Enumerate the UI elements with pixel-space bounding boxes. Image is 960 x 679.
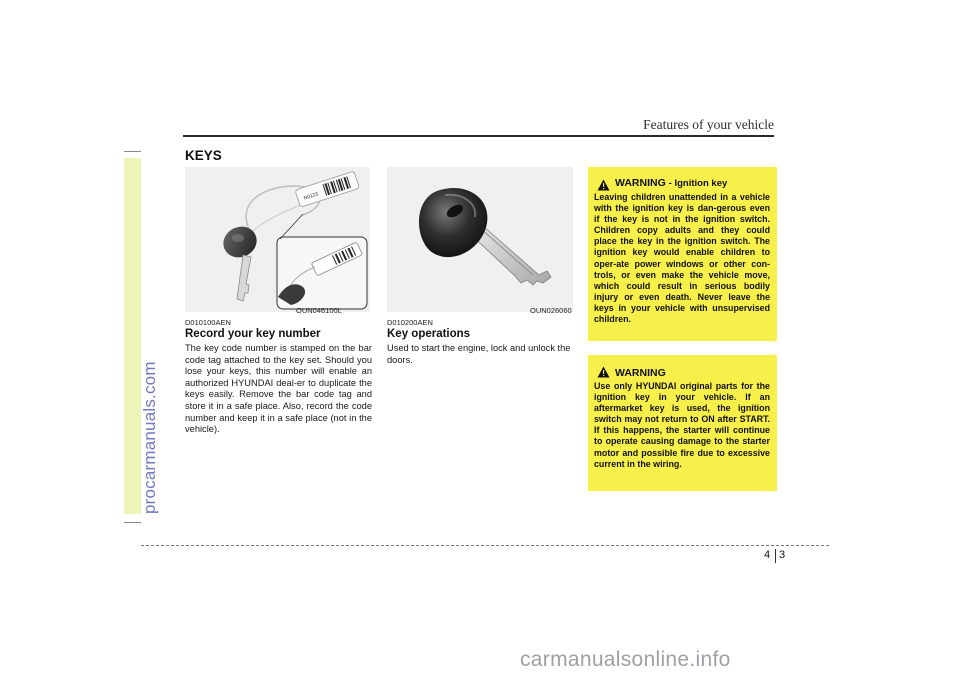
bottom-tick-mark (124, 522, 141, 523)
page-number-separator (775, 549, 776, 563)
section-code-2: D010200AEN (387, 318, 433, 327)
tag-code-text: N0123 (303, 191, 320, 202)
warning-box-original-parts (588, 355, 777, 491)
side-watermark-strip (124, 158, 141, 514)
warning-title-text-1: WARNING (615, 177, 666, 189)
key-with-barcode-tag-image (185, 167, 370, 312)
chapter-number: 4 (764, 549, 771, 561)
section-title: KEYS (185, 148, 222, 163)
header-rule (183, 135, 774, 137)
warning-title-2: WARNING (615, 367, 666, 379)
footer-watermark: carmanualsonline.info (520, 648, 731, 671)
figure-caption-2: OUN026060 (530, 306, 572, 315)
warning-subtitle-1: - Ignition key (668, 178, 728, 189)
warning-title-1 (615, 177, 727, 189)
footer-dashed-rule (141, 545, 829, 546)
side-watermark-text: procarmanuals.com (140, 361, 159, 514)
page-header-title: Features of your vehicle (643, 117, 774, 132)
warning-box-ignition-key (588, 167, 777, 341)
section-code-1: D010100AEN (185, 318, 231, 327)
warning-body-1: Leaving children unattended in a vehicle with the ignition key is dan-gerous even if the key is not in the ignition switch. Children copy adults and they could place the key in the ignition switch. The ignition key would enable children to oper-ate power windows or other con-trols, or even make the vehicle move, which could result in serious bodily injury or even death. Never leave the keys in your vehicle with unsupervised children. (594, 192, 770, 325)
page-number: 3 (779, 549, 786, 561)
key-tag-photo (185, 167, 370, 312)
key-image (387, 167, 573, 312)
body-key-operations: Used to start the engine, lock and unlock the doors. (387, 343, 571, 365)
body-record-key-number: The key code number is stamped on the bar code tag attached to the key set. Should you lose your keys, this number will enable an authorized HYUNDAI deal-er to duplicate the keys easily. Remove the bar code tag and store it in a safe place. Also, record the code number and keep it in a safe place (not in the vehicle). (185, 343, 372, 435)
top-tick-mark (124, 151, 141, 152)
figure-caption-1: OUN046100L (296, 306, 342, 315)
heading-key-operations: Key operations (387, 328, 471, 340)
warning-body-2: Use only HYUNDAI original parts for the ignition key in your vehicle. If an aftermarket key is used, the ignition switch may not return to ON after START. If this happens, the starter will continue to operate causing damage to the starter motor and possible fire due to excessive current in the wiring. (594, 381, 770, 469)
heading-record-key-number: Record your key number (185, 328, 321, 340)
key-photo (387, 167, 573, 312)
